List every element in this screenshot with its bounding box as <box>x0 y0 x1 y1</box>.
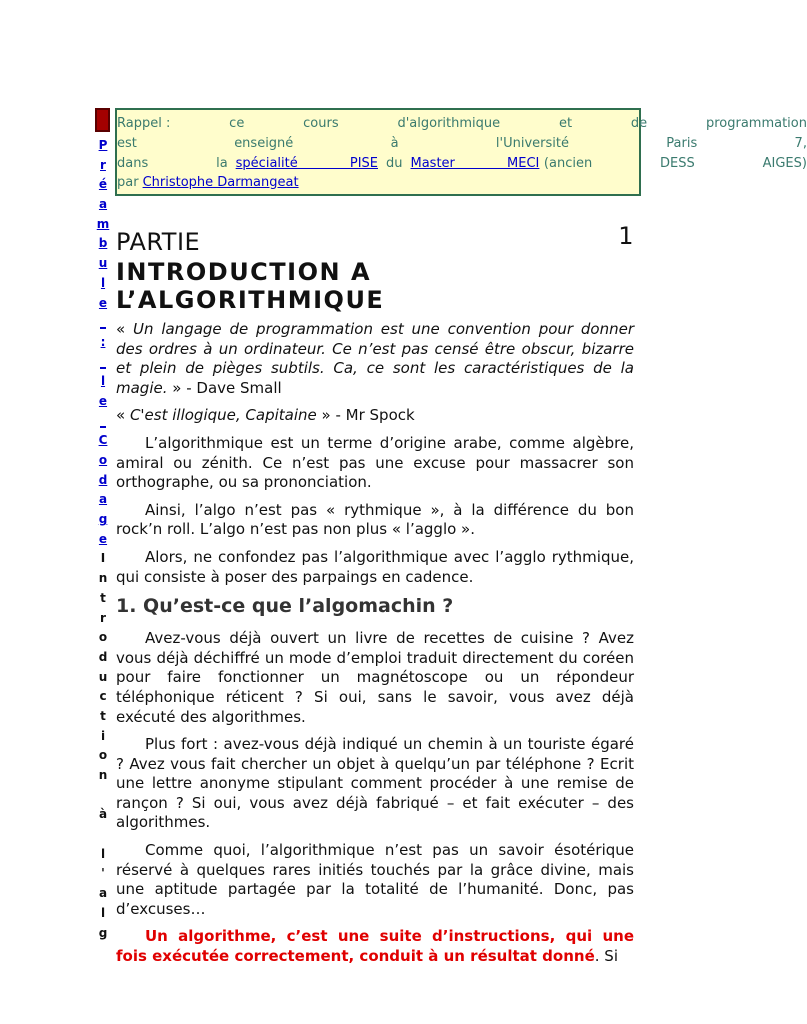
chapter-title: INTRODUCTION A L’ALGORITHMIQUE <box>116 258 385 314</box>
chapter-letter: n <box>98 768 108 782</box>
part-number: 1 <box>618 222 634 250</box>
note-word: cours <box>303 115 339 131</box>
note-word: est <box>117 135 137 151</box>
nav-link-letter[interactable]: a <box>98 492 108 507</box>
chapter-letter: I <box>100 551 106 566</box>
note-line-1 <box>117 113 807 133</box>
definition-paragraph: Un algorithme, c’est une suite d’instructions, qui une fois exécutée correctement, conduit à un résultat donné. Si <box>116 927 634 966</box>
chapter-letter: c <box>99 689 107 704</box>
chapter-letter: l <box>100 846 106 861</box>
chapter-letter: i <box>100 728 106 743</box>
chapter-letter: g <box>98 925 108 940</box>
note-word: Rappel : <box>117 115 171 131</box>
nav-link-letter[interactable]: r <box>100 157 106 172</box>
nav-link-letter[interactable]: _ <box>100 413 106 428</box>
chapter-letter: o <box>98 748 108 763</box>
chapter-letter: n <box>98 571 108 586</box>
note-text <box>115 108 807 196</box>
nav-link-letter[interactable]: P <box>98 138 108 152</box>
note-line-2 <box>117 133 807 153</box>
nav-link-letter[interactable]: u <box>98 256 108 271</box>
note-word: programmation <box>705 115 807 131</box>
nav-marker <box>95 108 110 132</box>
vertical-nav <box>96 136 110 943</box>
nav-link-letter[interactable]: _ <box>100 354 106 369</box>
note-word: ce <box>229 115 245 131</box>
nav-link-letter[interactable]: l <box>100 374 106 389</box>
nav-link-letter[interactable]: e <box>98 295 108 310</box>
nav-link-letter[interactable]: _ <box>100 315 106 330</box>
section-paragraph-1: Avez-vous déjà ouvert un livre de recettes de cuisine ? Avez vous déjà déchiffré un mode d’emploi traduit directement du coréen pour faire fonctionner un magnétoscope ou un répondeur téléphonique réticent ? Si oui, sans le savoir, vous avez déjà exécuté des algorithmes. <box>116 629 634 726</box>
nav-link-letter[interactable]: é <box>98 177 108 192</box>
chapter-letter: r <box>100 610 106 625</box>
intro-paragraph-1: L’algorithmique est un terme d’origine arabe, comme algèbre, amiral ou zénith. Ce n’est pas une excuse pour massacrer son orthographe, ou sa prononciation. <box>116 433 634 492</box>
nav-link-letter[interactable]: a <box>98 197 108 212</box>
nav-link-letter[interactable]: C <box>98 433 108 448</box>
chapter-letter: ' <box>101 866 105 881</box>
chapter-letter: u <box>98 669 108 684</box>
part-label: PARTIE <box>116 228 201 256</box>
note-line-4: par Christophe Darmangeat <box>117 174 299 190</box>
note-word: l'Université <box>495 135 569 151</box>
link-specialite-pise[interactable]: spécialité PISE <box>235 155 378 171</box>
note-word: à <box>390 135 399 151</box>
note-word: d'algorithmique <box>397 115 501 131</box>
link-christophe-darmangeat[interactable]: Christophe Darmangeat <box>142 174 299 190</box>
chapter-letter: t <box>100 708 106 723</box>
note-line-3: dans la spécialité PISE du Master MECI (ancien DESS AIGES) <box>117 155 807 171</box>
note-word: enseigné <box>234 135 294 151</box>
nav-link-letter[interactable]: l <box>100 275 106 290</box>
note-word: et <box>558 115 573 131</box>
nav-link-letter[interactable]: e <box>98 393 108 408</box>
chapter-letter: l <box>100 905 106 920</box>
section-paragraph-3: Comme quoi, l’algorithmique n’est pas un savoir ésotérique réservé à quelques rares initiés touchés par la grâce divine, mais une aptitude partagée par la totalité de l’humanité. Donc, pas d’excuses… <box>116 841 634 918</box>
nav-link-letter[interactable]: e <box>98 531 108 546</box>
chapter-letter <box>96 825 110 845</box>
nav-link-letter[interactable]: b <box>98 236 108 251</box>
chapter-letter: t <box>100 590 106 605</box>
link-master-meci[interactable]: Master MECI <box>410 155 540 171</box>
note-word: 7, <box>794 135 807 151</box>
definition-highlight: Un algorithme, c’est une suite d’instructions, qui une fois exécutée correctement, conduit à un résultat donné <box>116 927 634 966</box>
nav-link-letter[interactable]: o <box>98 453 108 467</box>
nav-link-letter[interactable]: d <box>98 472 108 487</box>
note-word: Paris <box>666 135 698 151</box>
nav-link-letter[interactable]: m <box>96 216 110 231</box>
part-heading <box>116 222 634 262</box>
chapter-letter: d <box>98 649 108 664</box>
chapter-letter: à <box>98 807 108 822</box>
note-word: de <box>630 115 648 131</box>
chapter-letter <box>96 786 110 806</box>
chapter-letter: a <box>98 886 108 901</box>
section-paragraph-2: Plus fort : avez-vous déjà indiqué un chemin à un touriste égaré ? Avez vous fait chercher un objet à quelqu’un par téléphone ? Ecrit une lettre anonyme stipulant comment procéder à une remise de rançon ? Si oui, vous avez déjà fabriqué – et fait exécuter – des algorithmes. <box>116 735 634 832</box>
quote-mr-spock: « C'est illogique, Capitaine » - Mr Spock <box>116 406 415 425</box>
section-title: 1. Qu’est-ce que l’algomachin ? <box>116 595 454 618</box>
intro-paragraph-3: Alors, ne confondez pas l’algorithmique avec l’agglo rythmique, qui consiste à poser des parpaings en cadence. <box>116 547 634 586</box>
nav-link-letter[interactable]: : <box>100 334 106 349</box>
quote-dave-small: « Un langage de programmation est une convention pour donner des ordres à un ordinateur. Ce n’est pas censé être obscur, bizarre et plein de pièges subtils. Ca, ce sont les caractéristiques de la magie. » - Dave Small <box>116 320 635 397</box>
intro-paragraph-2: Ainsi, l’algo n’est pas « rythmique », à la différence du bon rock’n roll. L’algo n’est pas non plus « l’agglo ». <box>116 500 634 539</box>
chapter-letter: o <box>98 630 108 645</box>
nav-link-letter[interactable]: g <box>98 512 108 527</box>
main-content <box>116 222 634 975</box>
